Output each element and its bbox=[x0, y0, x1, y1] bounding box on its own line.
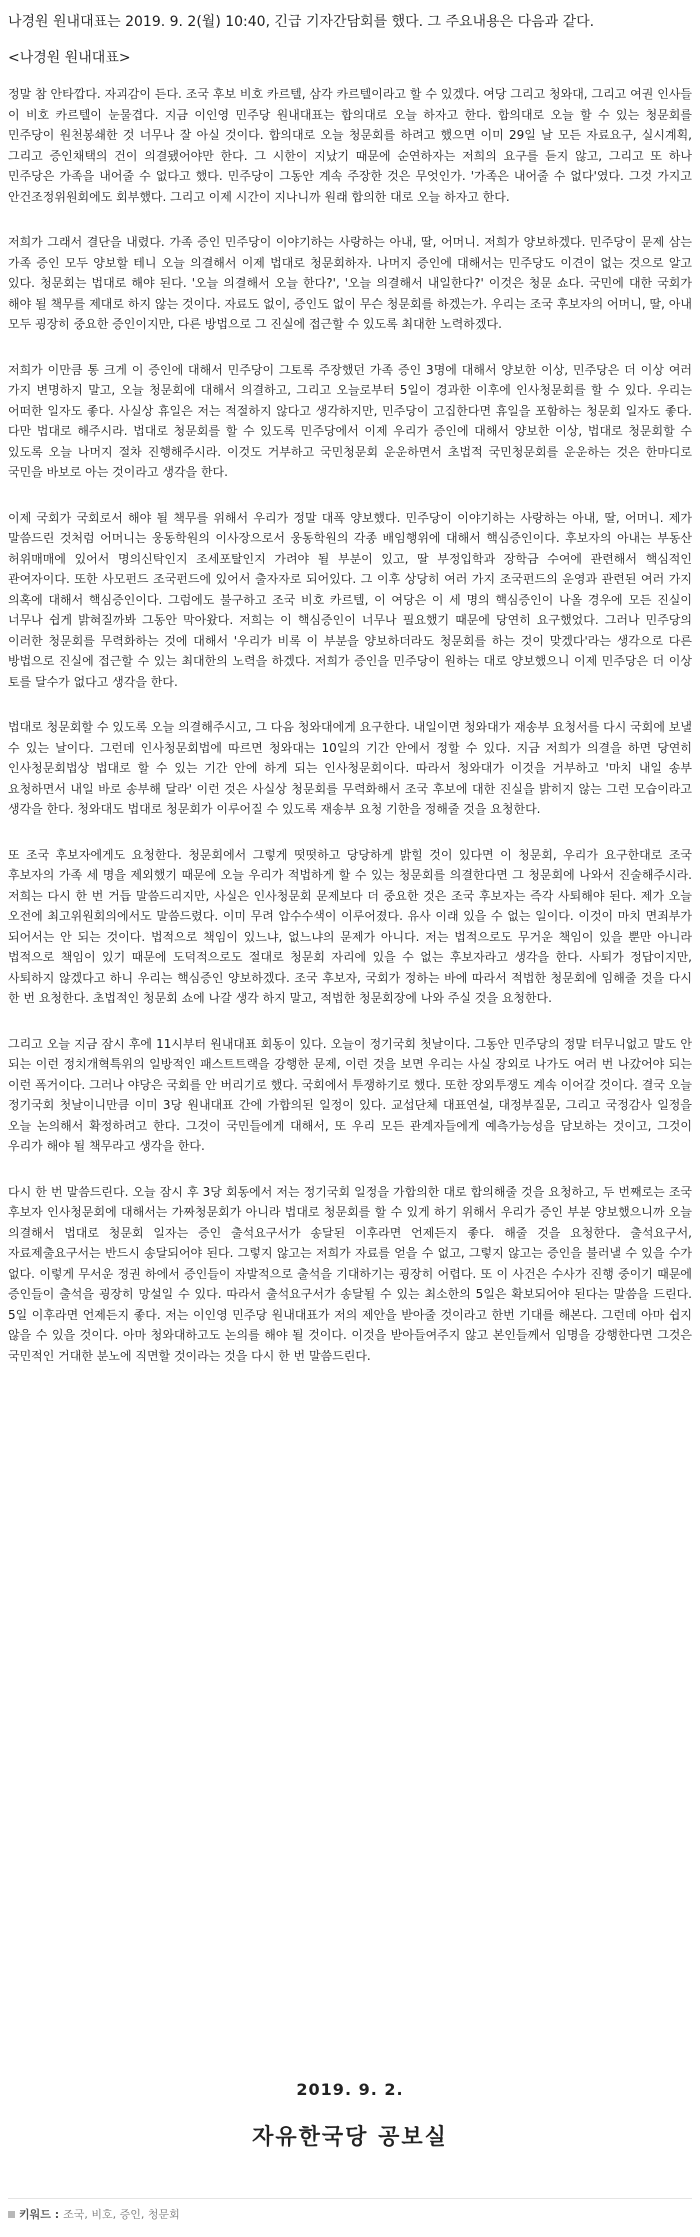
paragraph-3: 저희가 이만큼 통 크게 이 증인에 대해서 민주당이 그토록 주장했던 가족 증인 3명에 대해서 양보한 이상, 민주당은 더 이상 여러 가지 변명하지 말고, 오늘 청문회에 대해서 의결하고, 그리고 오늘로부터 5일이 경과한 이후에 인사청문회를 할 수 있다. 우리는 어떠한 일자도 좋다. 사실상 휴일은 저는 적절하지 않다고 생각하지만, 민주당이 고집한다면 휴일을 포함하는 청문회 일자도 좋다. 다만 법대로 해주시라. 법대로 청문회를 할 수 있도록 민주당에서 이제 우리가 증인에 대해서 양보한 이상, 법대로 청문회할 수 있도록 오늘 나머지 절차 진행해주시라. 이것도 거부하고 국민청문회 운운하면서 초법적 국민청문회를 운운하는 것은 한마디로 국민을 바보로 아는 것이라고 생각을 한다. bbox=[8, 362, 692, 479]
bullet-square-icon bbox=[8, 2211, 15, 2218]
paragraph-2: 저희가 그래서 결단을 내렸다. 가족 증인 민주당이 이야기하는 사랑하는 아내, 딸, 어머니. 저희가 양보하겠다. 민주당이 문제 삼는 가족 증인 모두 양보할 테니 오늘 의결해서 이제 법대로 청문회하자. 나머지 증인에 대해서는 민주당도 이견이 없는 것으로 알고 있다. 청문회는 법대로 해야 된다. '오늘 의결해서 오늘 한다?', '오늘 의결해서 내일한다?' 이것은 청문 쇼다. 국민에 대한 국회가 해야 될 책무를 제대로 하지 않는 것이다. 자료도 없이, 증인도 없이 무슨 청문회를 하겠는가. 우리는 조국 후보자의 어머니, 딸, 아내 모두 굉장히 중요한 증인이지만, 다른 방법으로 그 진실에 접근할 수 있도록 최대한 노력하겠다. bbox=[8, 235, 692, 331]
keywords-list: 조국, 비호, 증인, 청문회 bbox=[63, 2208, 180, 2221]
paragraph-1: 정말 참 안타깝다. 자괴감이 든다. 조국 후보 비호 카르텔, 삼각 카르텔이라고 할 수 있겠다. 여당 그리고 청와대, 그리고 여권 인사들 이 비호 카르텔이 눈물겹다. 지금 이인영 민주당 원내대표는 합의대로 오늘 하자고 한다. 합의대로 오늘 할 수 있는 청문회를 민주당이 원천봉쇄한 것 너무나 잘 아실 것이다. 합의대로 오늘 청문회를 하려고 했으면 이미 29일 날 모든 자료요구, 실시계획, 그리고 증인채택의 건이 의결됐어야만 한다. 그 시한이 지났기 때문에 순연하자는 저희의 요구를 듣지 않고, 그리고 또 하나 민주당은 가족을 내어줄 수 없다고 했다. 민주당이 그동안 계속 주장한 것은 무엇인가. '가족은 내어줄 수 없다'였다. 그것 가지고 안건조정위원회에도 회부했다. 그리고 이제 시간이 지나니까 원래 합의한 대로 오늘 하자고 한다. bbox=[8, 87, 692, 204]
speaker-heading: <나경원 원내대표> bbox=[8, 50, 131, 66]
keywords-bar bbox=[8, 2198, 692, 2229]
release-date: 2019. 9. 2. bbox=[296, 2080, 404, 2099]
intro-line: 나경원 원내대표는 2019. 9. 2(월) 10:40, 긴급 기자간담회를 했다. 그 주요내용은 다음과 같다. bbox=[8, 14, 595, 30]
paragraph-7: 그리고 오늘 지금 잠시 후에 11시부터 원내대표 회동이 있다. 오늘이 정기국회 첫날이다. 그동안 민주당의 정말 터무니없고 말도 안 되는 이런 정치개혁특위의 일방적인 패스트트랙을 강행한 문제, 이런 것을 보면 우리는 사실 장외로 나가도 여러 번 나갔어야 되는 이런 폭거이다. 그러나 야당은 국회를 안 버리기로 했다. 국회에서 투쟁하기로 했다. 또한 장외투쟁도 계속 이어갈 것이다. 결국 오늘 정기국회 첫날이니만큼 이미 3당 원내대표 간에 가합의된 일정이 있다. 교섭단체 대표연설, 대정부질문, 그리고 국정감사 일정을 오늘 논의해서 확정하려고 한다. 그것이 국민들에게 대해서, 또 우리 모든 관계자들에게 예측가능성을 담보하는 것이고, 그것이 우리가 해야 될 책무라고 생각을 한다. bbox=[8, 1036, 692, 1153]
paragraph-4: 이제 국회가 국회로서 해야 될 책무를 위해서 우리가 정말 대폭 양보했다. 민주당이 이야기하는 사랑하는 아내, 딸, 어머니. 제가 말씀드린 것처럼 어머니는 웅동학원의 이사장으로서 웅동학원의 각종 배임행위에 대해서 핵심증인이다. 후보자의 아내는 부동산 허위매매에 있어서 명의신탁인지 조세포탈인지 가려야 될 부분이 있고, 딸 부정입학과 장학금 수여에 관련해서 핵심적인 관여자이다. 또한 사모펀드 조국펀드에 있어서 출자자로 되어있다. 그 이후 상당히 여러 가지 조국펀드의 운영과 관련된 여러 가지 의혹에 대해서 핵심증인이다. 그럼에도 불구하고 조국 비호 카르텔, 이 여당은 이 세 명의 핵심증인이 나올 경우에 모든 진실이 너무나 쉽게 밝혀질까봐 그동안 막아왔다. 저희는 이 핵심증인이 너무나 필요했기 때문에 당연히 요구했었다. 그러나 민주당의 이러한 청문회를 무력화하는 것에 대해서 '우리가 비록 이 부분을 양보하더라도 청문회를 하는 것이 맞겠다'라는 생각으로 다른 방법으로 진실에 접근할 수 있는 최대한의 노력을 하겠다. 저희가 증인을 민주당이 원하는 대로 양보했으니 이제 민주당은 더 이상 토를 달수가 없다고 생각을 한다. bbox=[8, 510, 692, 689]
keywords-label: 키워드 : bbox=[19, 2208, 60, 2221]
issuing-office: 자유한국당 공보실 bbox=[252, 2125, 448, 2150]
paragraph-5: 법대로 청문회할 수 있도록 오늘 의결해주시고, 그 다음 청와대에게 요구한다. 내일이면 청와대가 재송부 요청서를 다시 국회에 보낼 수 있는 날이다. 그런데 인사청문회법에 따르면 청와대는 10일의 기간 안에서 정할 수 있다. 지금 저희가 의결을 하면 당연히 인사청문회법상 법대로 할 수 있는 기간 안에 하게 되는 인사청문회이다. 따라서 청와대가 이것을 거부하고 '마치 내일 송부 요청하면서 내일 바로 송부해 달라' 이런 것은 사실상 청문회를 무력화해서 조국 후보에 대한 진실을 밝히지 않는 그런 모습이라고 생각을 한다. 청와대도 법대로 청문회가 이루어질 수 있도록 재송부 요청 기한을 정해줄 것을 요청한다. bbox=[8, 720, 692, 816]
paragraph-8: 다시 한 번 말씀드린다. 오늘 잠시 후 3당 회동에서 저는 정기국회 일정을 가합의한 대로 합의해줄 것을 요청하고, 두 번째로는 조국 후보자 인사청문회에 대해서는 가짜청문회가 아니라 법대로 청문회를 할 수 있게 하기 위해서 우리가 증인 부분 양보했으니까 오늘 의결해서 법대로 청문회 일자는 증인 출석요구서가 송달된 이후라면 언제든지 좋다. 해줄 것을 요청한다. 출석요구서, 자료제출요구서는 반드시 송달되어야 된다. 그렇지 않고는 저희가 자료를 얻을 수 없고, 그렇지 않고는 증인을 불러낼 수 있을 수가 없다. 이렇게 무서운 정권 하에서 증인들이 자발적으로 출석을 기대하기는 굉장히 어렵다. 또 이 사건은 수사가 진행 중이기 때문에 증인들이 출석을 굉장히 망설일 수 있다. 따라서 출석요구서가 송달될 수 있는 최소한의 5일은 확보되어야 된다는 말씀을 드린다. 5일 이후라면 언제든지 좋다. 저는 이인영 민주당 원내대표가 저의 제안을 받아줄 것이라고 한번 기대를 해본다. 그런데 아마 쉽지 않을 수 있을 것이다. 아마 청와대하고도 논의를 해야 될 것이다. 이것을 받아들여주지 않고 본인들께서 임명을 강행한다면 그것은 국민적인 거대한 분노에 직면할 것이라는 것을 다시 한 번 말씀드린다. bbox=[8, 1184, 692, 1363]
paragraph-6: 또 조국 후보자에게도 요청한다. 청문회에서 그렇게 떳떳하고 당당하게 밝힐 것이 있다면 이 청문회, 우리가 요구한대로 조국 후보자의 가족 세 명을 제외했기 때문에 오늘 우리가 적법하게 할 수 있는 청문회를 의결한다면 그 청문회에 나와서 진술해주시라. 저희는 다시 한 번 거듭 말씀드리지만, 사실은 인사청문회 문제보다 더 중요한 것은 조국 후보자는 즉각 사퇴해야 된다. 제가 오늘 오전에 최고위원회의에서도 말씀드렸다. 이미 무려 압수수색이 이루어졌다. 유사 이래 있을 수 없는 일이다. 이것이 마치 면죄부가 되어서는 안 되는 것이다. 법적으로 책임이 있느냐, 없느냐의 문제가 아니다. 저는 법적으로도 무거운 책임이 있을 뿐만 아니라 법적으로 책임이 있기 때문에 도덕적으로도 절대로 청문회 자리에 있을 수 없는 후보자라고 생각을 한다. 사퇴가 정답이지만, 사퇴하지 않겠다고 하니 우리는 핵심증인 양보하겠다. 조국 후보자, 국회가 정하는 바에 따라서 적법한 청문회에 임해줄 것을 다시 한 번 요청한다. 초법적인 청문회 쇼에 나갈 생각 하지 말고, 적법한 청문회장에 나와 주실 것을 요청한다. bbox=[8, 847, 692, 1005]
press-release-body bbox=[8, 12, 692, 1391]
